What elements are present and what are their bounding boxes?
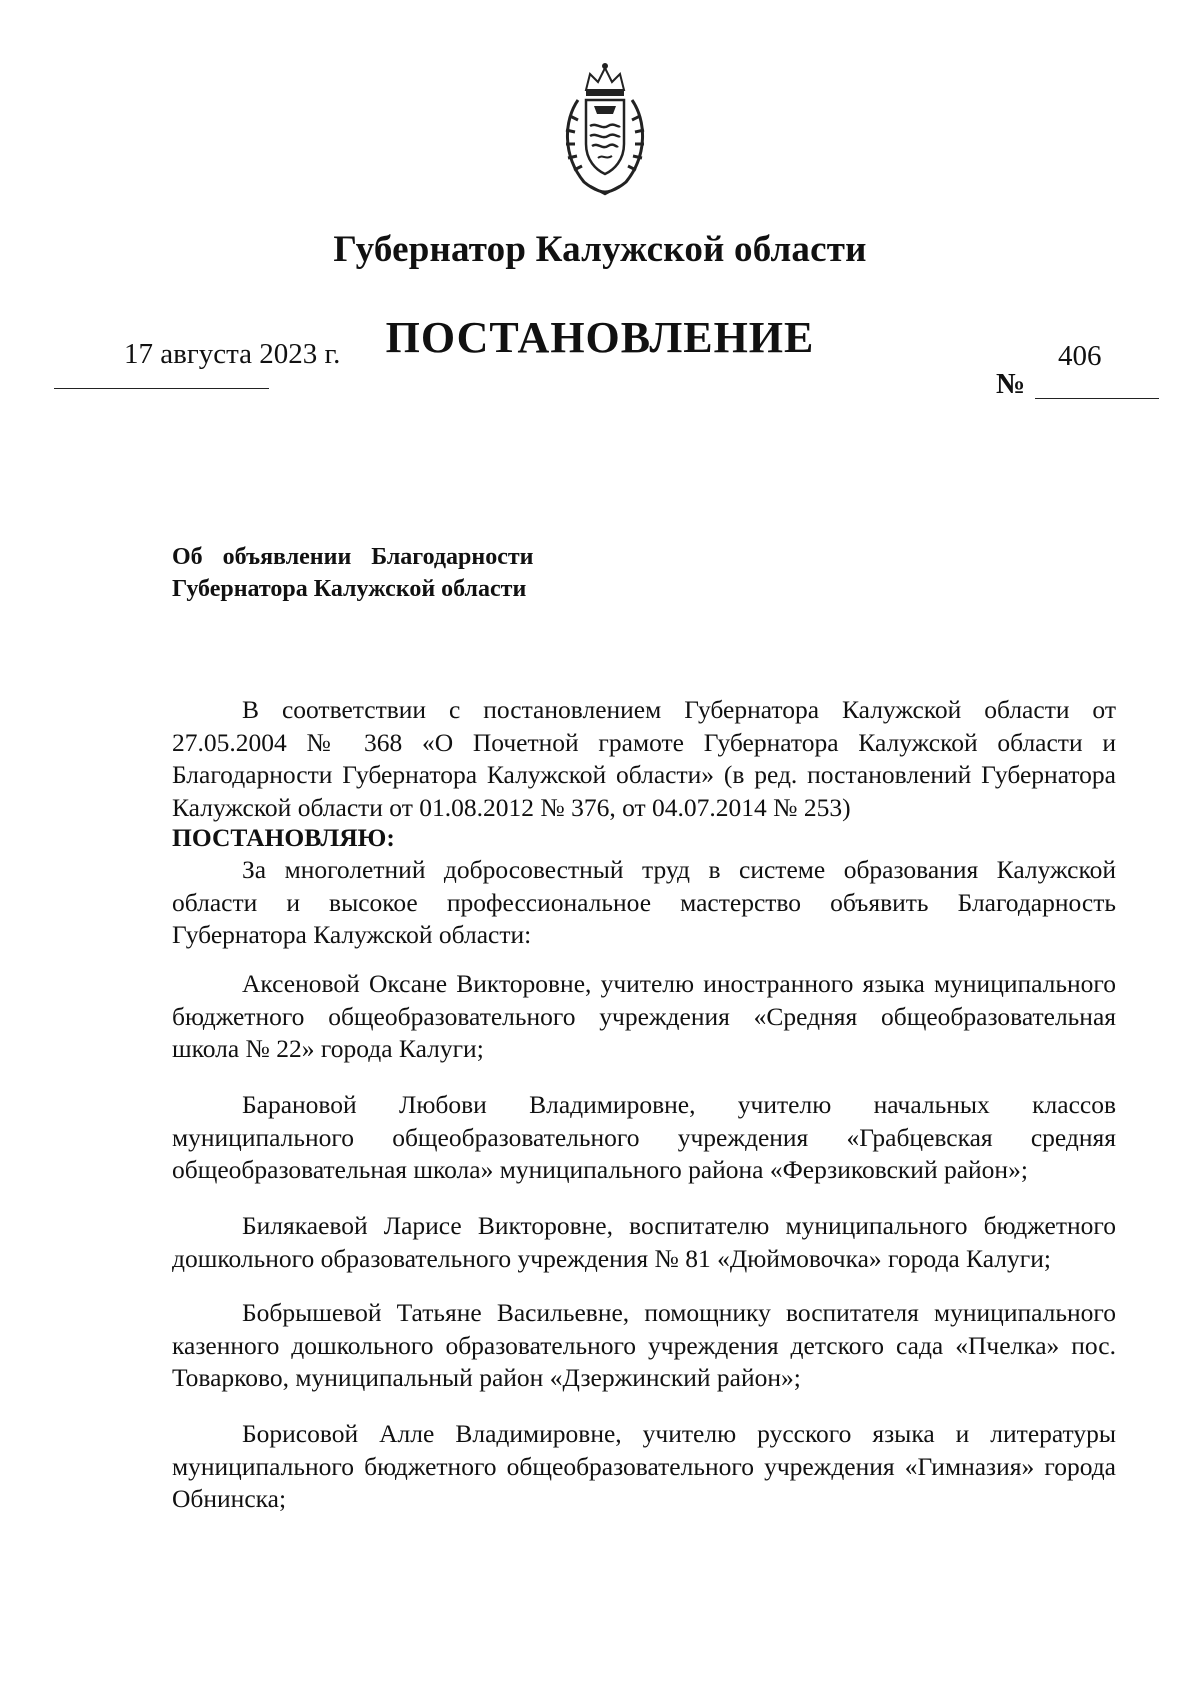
- awardee-item: Аксеновой Оксане Викторовне, учителю иностранного языка муниципального бюджетного общеобразовательного учреждения «Средняя общеобразовательная школа № 22» города Калуги;: [172, 969, 1116, 1063]
- document-number: 406: [1058, 340, 1102, 372]
- awardee-item: Билякаевой Ларисе Викторовне, воспитателю муниципального бюджетного дошкольного образовательного учреждения № 81 «Дюймовочка» города Калуги;: [172, 1211, 1116, 1273]
- awardee-item: Борисовой Алле Владимировне, учителю русского языка и литературы муниципального бюджетного общеобразовательного учреждения «Гимназия» города Обнинска;: [172, 1419, 1116, 1513]
- document-date: 17 августа 2023 г.: [124, 338, 341, 370]
- coat-of-arms-icon: [556, 60, 654, 200]
- subject-line-1: Об объявлении Благодарности: [172, 544, 534, 570]
- preamble-paragraph: В соответствии с постановлением Губернатора Калужской области от 27.05.2004 № 368 «О Почетной грамоте Губернатора Калужской области и Благодарности Губернатора Калужской области» (в ред. постановлений Губернатора Калужской области от 01.08.2012 № 376, от 04.07.2014 № 253): [172, 695, 1116, 822]
- intro-paragraph: За многолетний добросовестный труд в системе образования Калужской области и высокое профессиональное мастерство объявить Благодарность Губернатора Калужской области:: [172, 855, 1116, 949]
- document-subject: [172, 541, 534, 605]
- document-type-title: ПОСТАНОВЛЕНИЕ: [385, 313, 815, 362]
- awardee-item: Бобрышевой Татьяне Васильевне, помощнику воспитателя муниципального казенного дошкольного образовательного учреждения детского сада «Пчелка» пос. Товарково, муниципальный район «Дзержинский район»;: [172, 1298, 1116, 1392]
- decree-word: ПОСТАНОВЛЯЮ:: [172, 823, 395, 852]
- number-sign-label: №: [996, 368, 1026, 400]
- date-underline: [54, 388, 269, 389]
- number-underline: [1035, 398, 1159, 399]
- subject-line-2: Губернатора Калужской области: [172, 576, 527, 602]
- awardee-item: Барановой Любови Владимировне, учителю начальных классов муниципального общеобразовательного учреждения «Грабцевская средняя общеобразовательная школа» муниципального района «Ферзиковский район»;: [172, 1090, 1116, 1184]
- issuing-authority: Губернатор Калужской области: [333, 229, 867, 270]
